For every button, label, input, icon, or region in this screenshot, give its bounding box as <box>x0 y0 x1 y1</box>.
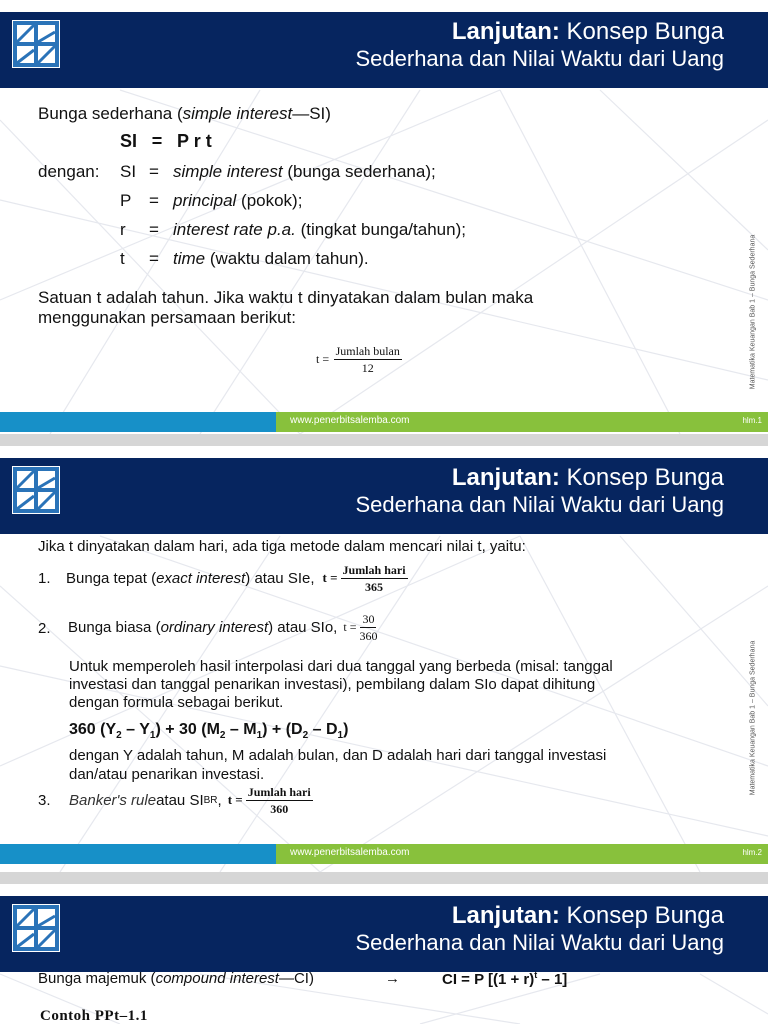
formula-right: P r t <box>177 131 212 151</box>
item-text-end: ) atau SIe, <box>245 569 315 587</box>
slide-header <box>0 896 768 972</box>
intro-term: simple interest <box>182 104 293 123</box>
dengan-label: dengan: <box>38 162 100 181</box>
footer-bar-left <box>0 412 276 432</box>
def-eq: = <box>149 191 159 210</box>
slide-1 <box>0 0 768 434</box>
fraction-denominator: 360 <box>359 628 378 643</box>
formula-date-diff: 360 $(Y_2 - Y_1) + 30$ $(M_2 - M_1) + (D_2 - D_1)$ <box>69 721 349 742</box>
fraction-lhs: t = <box>343 619 357 634</box>
def-text: (tingkat bunga/tahun); <box>295 220 466 239</box>
def-desc <box>173 220 466 240</box>
title-rest: Konsep Bunga <box>566 902 724 929</box>
def-eq: = <box>149 249 159 268</box>
fraction-numerator: Jumlah bulan <box>335 344 400 358</box>
publisher-logo-icon <box>12 904 60 952</box>
def-symbol: t <box>120 249 125 268</box>
list-item-bankers <box>69 782 313 818</box>
paragraph-line: dengan formula sebagai berikut. <box>69 694 284 711</box>
list-item-ordinary <box>68 608 377 646</box>
item-text-end: , <box>217 791 222 809</box>
slide-2 <box>0 446 768 872</box>
formula-superscript: t <box>534 970 538 980</box>
paragraph-line: menggunakan persamaan berikut: <box>38 308 296 327</box>
slide-3 <box>0 884 768 1024</box>
paragraph-line: investasi dan tanggal penarikan investasi), pembilang dalam SIo dapat dihitung <box>69 676 596 693</box>
item-text: atau SI <box>156 791 204 809</box>
publisher-logo-icon <box>12 20 60 68</box>
title-bold: Lanjutan: <box>451 464 560 491</box>
def-term: interest rate p.a. <box>173 220 296 239</box>
sidebar-caption-text: Matematika Keuangan Bab 1 – Bunga Sederhana <box>749 640 757 796</box>
sidebar-caption <box>747 618 759 818</box>
paragraph-line: Satuan t adalah tahun. Jika waktu t dinyatakan dalam bulan maka <box>38 288 534 307</box>
def-row <box>120 220 126 240</box>
def-desc <box>173 191 302 211</box>
fraction-lhs: t = <box>316 352 330 366</box>
def-term: time <box>173 249 206 268</box>
item-term: exact interest <box>156 569 246 587</box>
slide-separator <box>0 872 768 884</box>
def-desc <box>173 249 369 269</box>
title-subtitle: Sederhana dan Nilai Waktu dari Uang <box>355 492 724 517</box>
def-symbol: r <box>120 220 126 239</box>
page-number: hlm.1 <box>742 416 762 425</box>
formula-eq: = <box>151 131 163 151</box>
slide-header <box>0 12 768 88</box>
fraction-denominator: 365 <box>365 579 384 594</box>
slide-footer <box>0 412 768 432</box>
intro-text-end: —CI) <box>278 970 314 987</box>
def-row <box>120 162 136 182</box>
slide-title <box>355 464 724 518</box>
title-rest: Konsep Bunga <box>566 18 724 45</box>
def-term: simple interest <box>173 162 283 181</box>
list-number: 3. <box>38 792 51 809</box>
def-row <box>120 191 131 211</box>
def-symbol: SI <box>120 162 137 181</box>
def-eq: = <box>149 220 159 239</box>
slide-separator <box>0 434 768 446</box>
list-number: 2. <box>38 620 51 637</box>
example-heading: Contoh PPt–1.1 <box>40 1008 148 1024</box>
def-term: principal <box>173 191 237 210</box>
paragraph-line: dan/atau penarikan investasi. <box>69 766 265 783</box>
slide-title <box>355 902 724 956</box>
item-text-end: ) atau SIo, <box>268 618 338 636</box>
item-text: Bunga biasa ( <box>68 618 161 636</box>
def-text: (waktu dalam tahun). <box>205 249 369 268</box>
arrow-icon: → <box>385 970 400 987</box>
item-term: Banker's rule <box>69 791 157 809</box>
intro-line <box>38 970 314 987</box>
item-text: Bunga tepat ( <box>66 569 157 587</box>
def-symbol: P <box>120 191 132 210</box>
fraction-denominator: 12 <box>361 361 374 375</box>
def-eq: = <box>149 162 159 181</box>
intro-text-end: —SI) <box>292 104 331 123</box>
publisher-logo-icon <box>12 466 60 514</box>
item-term: ordinary interest <box>160 618 269 636</box>
fraction-denominator: 360 <box>270 801 289 816</box>
intro-term: compound interest <box>155 970 279 987</box>
slide-header <box>0 458 768 534</box>
title-bold: Lanjutan: <box>451 18 560 45</box>
formula-part-end: – 1] <box>537 971 568 988</box>
list-number: 1. <box>38 570 51 587</box>
paragraph-line: dengan Y adalah tahun, M adalah bulan, dan D adalah hari dari tanggal investasi <box>69 747 607 764</box>
intro-line <box>38 104 331 124</box>
footer-url-link[interactable]: www.penerbitsalemba.com <box>290 847 410 858</box>
list-item-exact <box>66 560 408 596</box>
fraction-lhs: t = <box>227 792 243 807</box>
fraction-numerator: Jumlah hari <box>342 562 406 577</box>
def-desc <box>173 162 436 182</box>
formula-left: SI <box>120 131 138 151</box>
intro-line: Jika t dinyatakan dalam hari, ada tiga metode dalam mencari nilai t, yaitu: <box>38 538 526 555</box>
slide-title <box>355 18 724 72</box>
fraction-numerator: Jumlah hari <box>247 784 311 799</box>
def-text: (bunga sederhana); <box>282 162 436 181</box>
intro-text: Bunga sederhana ( <box>38 104 183 123</box>
title-subtitle: Sederhana dan Nilai Waktu dari Uang <box>355 46 724 71</box>
formula-ci <box>442 970 567 988</box>
footer-url-link[interactable]: www.penerbitsalemba.com <box>290 415 410 426</box>
fraction-lhs: t = <box>322 570 338 585</box>
fraction-months <box>316 344 402 375</box>
formula-part: CI = P [(1 + r) <box>442 971 535 988</box>
slide-footer <box>0 844 768 864</box>
title-rest: Konsep Bunga <box>566 464 724 491</box>
def-row <box>120 249 125 269</box>
def-text: (pokok); <box>236 191 303 210</box>
sidebar-caption-text: Matematika Keuangan Bab 1 – Bunga Sederhana <box>749 234 757 390</box>
footer-bar-left <box>0 844 276 864</box>
title-subtitle: Sederhana dan Nilai Waktu dari Uang <box>355 930 724 955</box>
sidebar-caption <box>747 212 759 412</box>
item-subscript: BR <box>203 794 218 806</box>
fraction-numerator: 30 <box>362 611 375 626</box>
intro-text: Bunga majemuk ( <box>38 970 156 987</box>
page-number: hlm.2 <box>742 848 762 857</box>
paragraph-line: Untuk memperoleh hasil interpolasi dari dua tanggal yang berbeda (misal: tanggal <box>69 658 613 675</box>
title-bold: Lanjutan: <box>451 902 560 929</box>
formula-si <box>120 131 212 152</box>
